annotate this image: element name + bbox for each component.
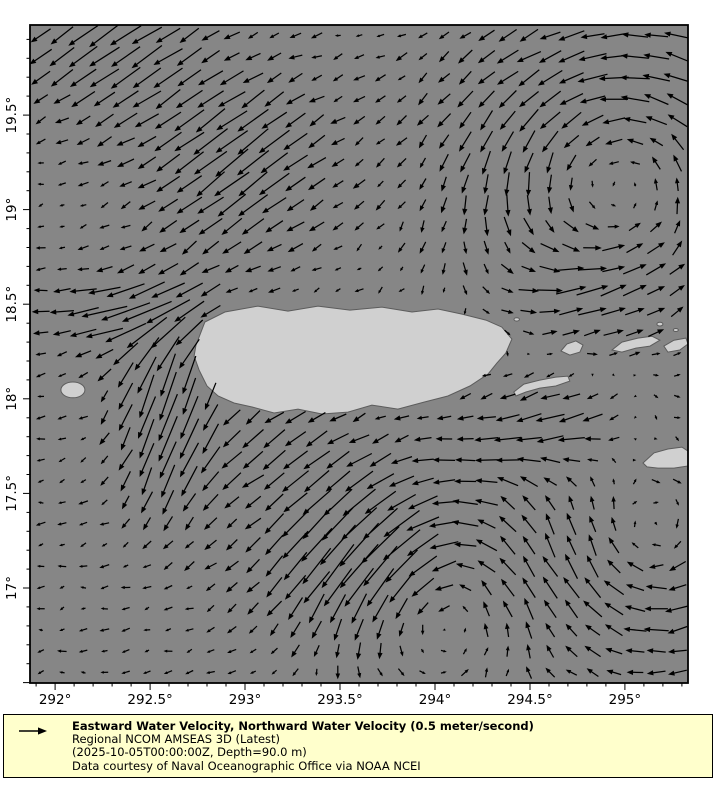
x-tick-label: 293.5° xyxy=(317,692,363,708)
x-tick-label: 294° xyxy=(418,692,452,708)
legend-time-depth: (2025-10-05T00:00:00Z, Depth=90.0 m) xyxy=(72,745,307,760)
legend-title: Eastward Water Velocity, Northward Water Velocity (0.5 meter/second) xyxy=(72,719,534,733)
x-tick-label: 292° xyxy=(38,692,72,708)
x-tick-label: 295° xyxy=(608,692,642,708)
y-tick-label: 17° xyxy=(4,576,20,600)
y-tick-label: 19.5° xyxy=(4,96,20,134)
x-tick-label: 292.5° xyxy=(127,692,173,708)
land-mona-island xyxy=(61,382,85,398)
legend-credit: Data courtesy of Naval Oceanographic Office via NOAA NCEI xyxy=(72,758,421,773)
land-islet-north-1 xyxy=(657,322,663,326)
x-tick-label: 293° xyxy=(228,692,262,708)
reference-arrow-icon xyxy=(16,724,64,738)
y-tick-label: 17.5° xyxy=(4,474,20,512)
land-islet-north-2 xyxy=(673,329,678,332)
y-tick-label: 18.5° xyxy=(4,285,20,323)
land-islet-fajardo xyxy=(514,318,519,321)
legend-source: Regional NCOM AMSEAS 3D (Latest) xyxy=(72,732,281,747)
y-tick-label: 19° xyxy=(4,197,20,222)
legend-box xyxy=(3,714,713,778)
y-tick-label: 18° xyxy=(4,386,20,411)
x-tick-label: 294.5° xyxy=(507,692,553,708)
